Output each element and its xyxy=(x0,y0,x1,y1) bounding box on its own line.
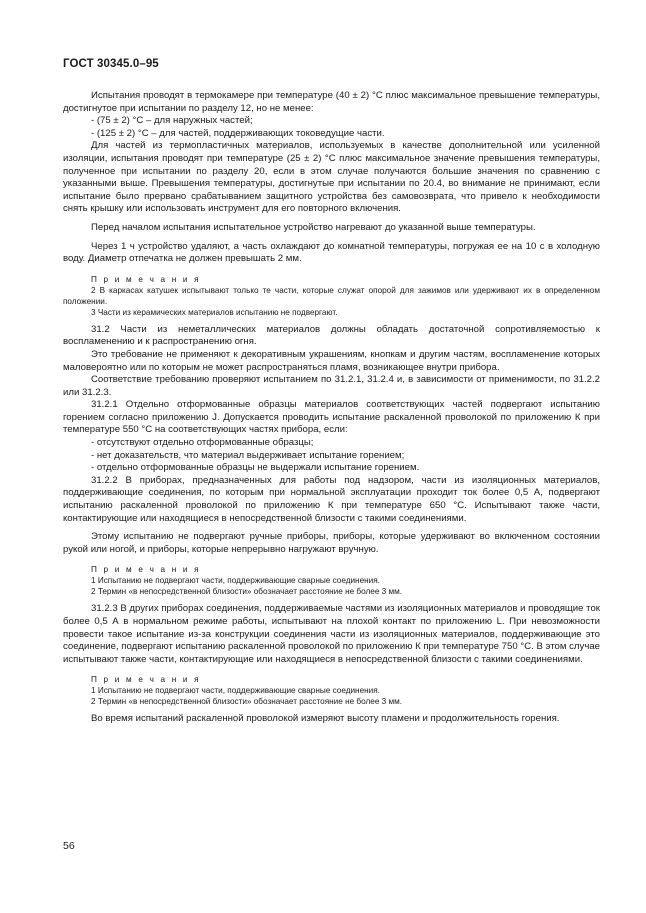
paragraph: Перед началом испытания испытательное устройство нагревают до указанной выше температуры. xyxy=(91,221,536,233)
paragraph: Испытания проводят в термокамере при температуре (40 ± 2) °С плюс максимальное превышение температуры, достигнутое при испытании по разделу 12, но не менее: xyxy=(63,90,600,114)
notes-title: П р и м е ч а н и я xyxy=(91,675,201,685)
list-item: - отдельно отформованные образцы не выдержали испытание горением. xyxy=(91,462,420,474)
note-item: 2 Термин «в непосредственной близости» обозначает расстояние не более 3 мм. xyxy=(91,587,403,597)
paragraph: Этому испытанию не подвергают ручные приборы, приборы, которые удерживают во включенном состоянии рукой или ногой, и приборы, которые непрерывно нагружают вручную. xyxy=(63,531,600,555)
document-header: ГОСТ 30345.0–95 xyxy=(63,58,159,70)
list-item: - отсутствуют отдельно отформованные образцы; xyxy=(91,437,314,449)
notes-title: П р и м е ч а н и я xyxy=(91,565,201,575)
list-item: - нет доказательств, что материал выдерживает испытание горением; xyxy=(91,449,405,461)
paragraph: 31.2.1 Отдельно отформованные образцы материалов соответствующих частей подвергают испытанию горением согласно приложению J. Допускается проводить испытание раскаленной проволокой по приложению К при температуре 550 °С на соответствующих частях прибора, если: xyxy=(63,399,600,436)
paragraph: Во время испытаний раскаленной проволокой измеряют высоту пламени и продолжительность горения. xyxy=(91,713,560,725)
paragraph: Через 1 ч устройство удаляют, а часть охлаждают до комнатной температуры, погружая ее на 10 с в холодную воду. Диаметр отпечатка не должен превышать 2 мм. xyxy=(63,240,600,265)
document-body xyxy=(63,90,600,726)
paragraph: 31.2.2 В приборах, предназначенных для работы под надзором, части из изоляционных материалов, поддерживающие соединения, по которым при нормальной эксплуатации проходит ток более 0,5 А, подвергают испытанию раскаленной проволокой по приложению К при температуре 650 °С. Испытывают также части, контактирующие или находящиеся в непосредственной близости с такими соединениями. xyxy=(63,474,600,524)
list-item: - (75 ± 2) °С – для наружных частей; xyxy=(91,115,253,127)
notes-title: П р и м е ч а н и я xyxy=(91,274,201,284)
paragraph: 31.2.3 В других приборах соединения, поддерживаемые частями из изоляционных материалов и проводящие ток более 0,5 А в нормальном режиме работы, испытывают на плохой контакт по приложению L. При невозможности провести такое испытание из-за конструкции соединения части из изоляционных материалов, поддерживающие это соединение, подвергают испытанию раскаленной проволокой по приложению К при температуре 750 °С. В этом случае испытывают также части, контактирующие или находящиеся в непосредственной близости с такими соединениями. xyxy=(63,603,600,665)
page-number: 56 xyxy=(63,840,75,852)
list-item: - (125 ± 2) °С – для частей, поддерживающих токоведущие части. xyxy=(91,127,385,139)
note-item: 1 Испытанию не подвергают части, поддерживающие сварные соединения. xyxy=(91,686,380,696)
paragraph: Для частей из термопластичных материалов, используемых в качестве дополнительной или усиленной изоляции, испытания проводят при температуре (25 ± 2) °С плюс максимальное значение превышения температуры, полученное при испытании по разделу 20, если в этом случае получаются большие значения по сравнению с указанными выше. Превышения температуры, достигнутые при испытании по 20.4, во внимание не принимают, если испытание было прервано срабатыванием защитного устройства без самовозврата, что привело к необходимости снять крышку или использовать инструмент для его повторного включения. xyxy=(63,140,600,215)
note-item: 2 В каркасах катушек испытывают только те части, которые служат опорой для зажимов или удерживают их в определенном положении. xyxy=(63,285,600,306)
note-item: 2 Термин «в непосредственной близости» обозначает расстояние не более 3 мм. xyxy=(91,697,403,707)
paragraph: Соответствие требованию проверяют испытанием по 31.2.1, 31.2.4 и, в зависимости от применимости, по 31.2.2 или 31.2.3. xyxy=(63,374,600,398)
paragraph: 31.2 Части из неметаллических материалов должны обладать достаточной сопротивляемостью к воспламенению и к распространению огня. xyxy=(63,323,600,348)
note-item: 3 Части из керамических материалов испытанию не подвергают. xyxy=(91,307,338,317)
paragraph: Это требование не применяют к декоративным украшениям, кнопкам и другим частям, воспламенение которых маловероятно или по которым не может распространяться пламя, возникающее внутри прибора. xyxy=(63,348,600,373)
note-item: 1 Испытанию не подвергают части, поддерживающие сварные соединения. xyxy=(91,576,380,586)
